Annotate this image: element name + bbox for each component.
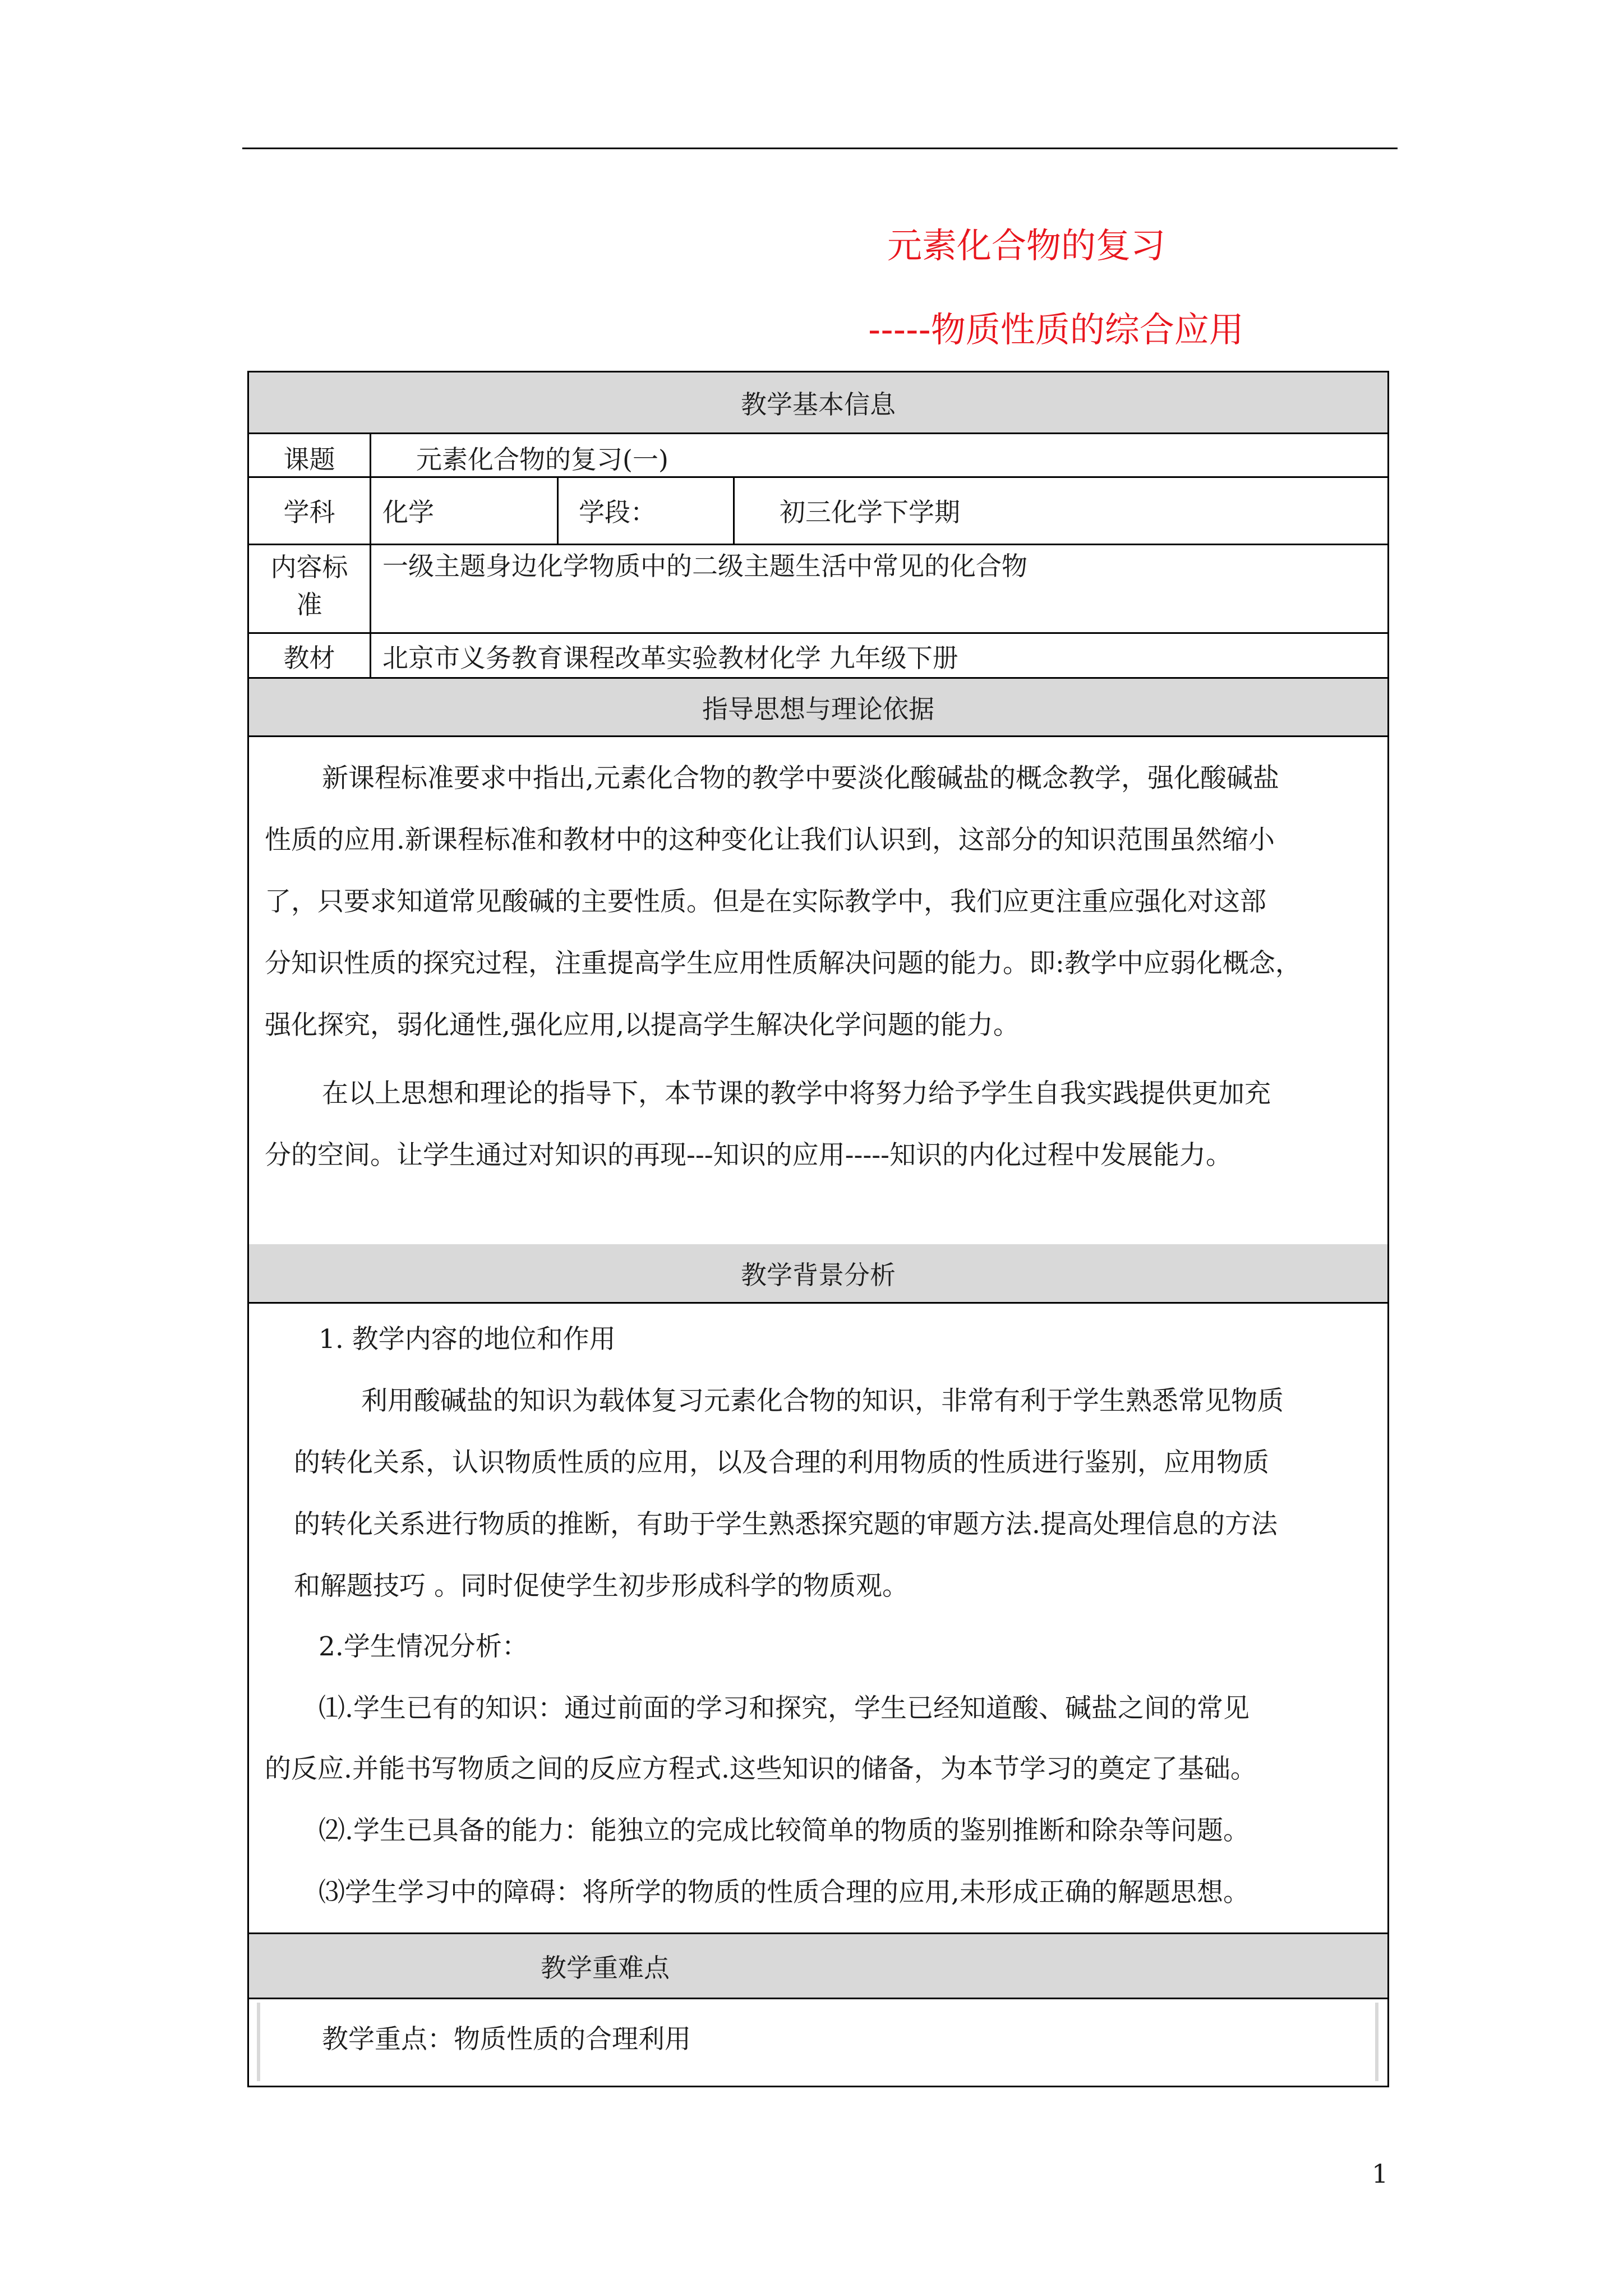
guiding-line: 了，只要求知道常见酸碱的主要性质。但是在实际教学中，我们应更注重应强化对这部 (265, 886, 1266, 917)
section-title: 指导思想与理论依据 (702, 693, 934, 724)
subject-label: 学科 (249, 478, 371, 544)
background-line: 的转化关系，认识物质性质的应用，以及合理的利用物质的性质进行鉴别，应用物质 (294, 1447, 1269, 1478)
topic-label: 课题 (249, 434, 371, 476)
section-title: 教学基本信息 (741, 389, 896, 420)
textbook-value: 北京市义务教育课程改革实验教材化学 九年级下册 (382, 643, 958, 673)
guiding-line: 强化探究，弱化通性,强化应用,以提高学生解决化学问题的能力。 (265, 1010, 1020, 1041)
background-line: ⑴.学生已有的知识：通过前面的学习和探究，学生已经知道酸、碱盐之间的常见 (319, 1693, 1249, 1724)
subject-row (249, 478, 1387, 545)
background-line: 的反应.并能书写物质之间的反应方程式.这些知识的储备，为本节学习的奠定了基础。 (265, 1754, 1257, 1784)
section-header-basic-info (249, 372, 1387, 434)
subject-value: 化学 (371, 478, 559, 544)
guiding-line: 分的空间。让学生通过对知识的再现---知识的应用-----知识的内化过程中发展能力。 (265, 1140, 1233, 1171)
background-line: ⑶学生学习中的障碍：将所学的物质的性质合理的应用,未形成正确的解题思想。 (319, 1877, 1249, 1908)
topic-row (249, 434, 1387, 478)
section-header-key-points (249, 1934, 1387, 1999)
document-title: 元素化合物的复习 (887, 225, 1166, 266)
section-title: 教学重难点 (541, 1952, 670, 1983)
guiding-line: 新课程标准要求中指出,元素化合物的教学中要淡化酸碱盐的概念教学，强化酸碱盐 (322, 763, 1279, 794)
background-body (249, 1304, 1387, 1934)
section-title: 教学背景分析 (741, 1259, 896, 1290)
content-standard-label: 内容标准 (249, 545, 371, 632)
document-subtitle: -----物质性质的综合应用 (868, 309, 1244, 350)
content-standard-row (249, 545, 1387, 634)
stage-label: 学段： (559, 478, 735, 544)
header-rule (242, 148, 1398, 149)
background-line: ⑵.学生已具备的能力：能独立的完成比较简单的物质的鉴别推断和除杂等问题。 (319, 1815, 1249, 1846)
background-line: 的转化关系进行物质的推断，有助于学生熟悉探究题的审题方法.提高处理信息的方法 (294, 1509, 1278, 1540)
page-number: 1 (1372, 2159, 1389, 2189)
section-header-background (249, 1244, 1387, 1304)
stage-value: 初三化学下学期 (780, 497, 960, 527)
section-header-guiding (249, 679, 1387, 737)
lesson-plan-table (247, 371, 1389, 2087)
key-points-body (249, 1999, 1387, 2086)
guiding-line: 分知识性质的探究过程，注重提高学生应用性质解决问题的能力。即:教学中应弱化概念， (265, 948, 1302, 979)
content-standard-value: 一级主题身边化学物质中的二级主题生活中常见的化合物 (382, 551, 1027, 581)
topic-value: 元素化合物的复习(一) (416, 444, 668, 475)
guiding-body (249, 737, 1387, 1300)
background-line: 和解题技巧 。同时促使学生初步形成科学的物质观。 (294, 1571, 909, 1602)
background-item-title: 1. 教学内容的地位和作用 (319, 1324, 616, 1355)
textbook-row (249, 634, 1387, 679)
guiding-line: 在以上思想和理论的指导下，本节课的教学中将努力给予学生自我实践提供更加充 (322, 1078, 1271, 1109)
guiding-line: 性质的应用.新课程标准和教材中的这种变化让我们认识到，这部分的知识范围虽然缩小 (265, 825, 1275, 855)
background-line: 利用酸碱盐的知识为载体复习元素化合物的知识，非常有利于学生熟悉常见物质 (361, 1386, 1284, 1416)
textbook-label: 教材 (249, 634, 371, 677)
key-focus-text: 教学重点：物质性质的合理利用 (322, 2024, 691, 2055)
background-item-title: 2.学生情况分析： (319, 1631, 528, 1662)
